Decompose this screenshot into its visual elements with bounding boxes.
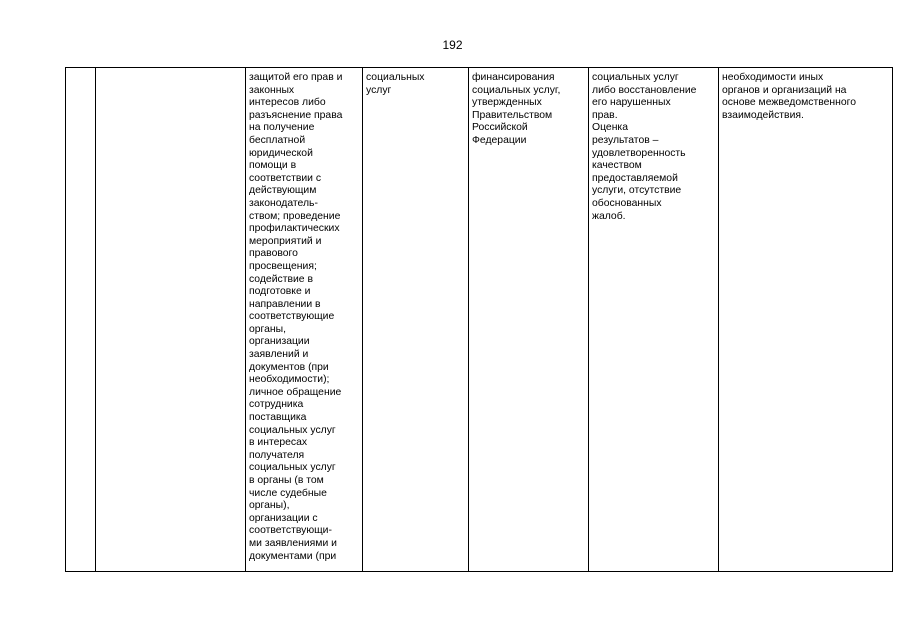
page-number: 192 — [442, 38, 463, 52]
document-table — [65, 67, 893, 572]
cell-service-description: защитой его прав и законных интересов либо разъяснение права на получение бесплатной юридической помощи в соответствии с действующим законодатель- ством; проведение профилактических мероприятий и правового просвещения; содействие в подготовке и направлении в соответствующие органы, организации заявлений и документов (при необходимости); личное обращение сотрудника поставщика социальных услуг в интересах получателя социальных услуг в органы (в том числе судебные органы), организации с соответствующи- ми заявлениями и документами (при — [246, 68, 363, 572]
cell-service-term: социальных услуг — [363, 68, 469, 572]
table-row — [66, 68, 893, 572]
cell-number — [66, 68, 96, 572]
cell-service-conditions: необходимости иных органов и организаций на основе межведомственного взаимодействия. — [719, 68, 893, 572]
cell-service-name — [96, 68, 246, 572]
cell-per-capita-norm: финансирования социальных услуг, утвержденных Правительством Российской Федерации — [469, 68, 589, 572]
cell-quality-indicators: социальных услуг либо восстановление его нарушенных прав. Оценка результатов – удовлетворенность качеством предоставляемой услуги, отсутствие обоснованных жалоб. — [589, 68, 719, 572]
